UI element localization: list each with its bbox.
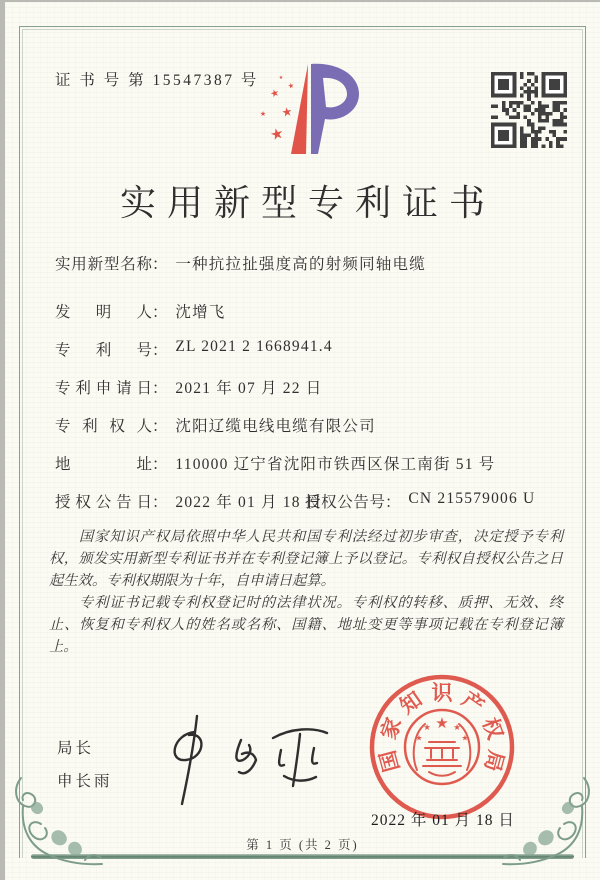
svg-text:★: ★ [461,733,469,743]
certificate-number: 证 书 号 第 15547387 号 [55,72,259,89]
field-label: 专利号 [55,342,152,359]
logo-star-icon: ★ [280,104,294,120]
field-row-filing-date [55,376,322,398]
svg-text:国: 国 [375,747,405,775]
field-value: 沈增飞 [175,304,226,321]
corner-flourish-icon [9,772,104,872]
logo-star-icon: ★ [278,75,284,81]
field-colon: ： [152,304,168,321]
field-colon: ： [152,256,168,273]
field-label: 地址 [55,456,152,473]
logo-star-icon: ★ [268,123,286,145]
field-label: 发明人 [55,304,152,321]
field-value: 一种抗拉扯强度高的射频同轴电缆 [175,256,426,273]
national-emblem-icon [405,710,479,784]
field-value: 110000 辽宁省沈阳市铁西区保工南街 51 号 [175,456,496,473]
svg-text:★: ★ [423,723,431,733]
certificate-title: 实用新型专利证书 [119,183,496,223]
bottom-band [31,854,574,859]
svg-text:权: 权 [477,714,508,743]
field-row-patent-no [55,338,333,360]
svg-text:局: 局 [479,747,509,775]
field-row-inventor [55,300,226,322]
logo-star-icon: ★ [287,81,295,91]
field-value: 2021 年 07 月 22 日 [175,380,323,397]
field-label: 授权公告日 [55,494,152,511]
svg-text:★: ★ [415,733,423,743]
qr-code-icon [491,72,567,148]
field-value: CN 215579006 U [408,490,536,507]
field-value: ZL 2021 2 1668941.4 [175,338,333,355]
logo-red-spike [291,64,308,154]
svg-text:家: 家 [376,714,407,743]
page-indicator: 第 1 页 (共 2 页) [246,838,359,852]
legal-paragraph-1: 国家知识产权局依照中华人民共和国专利法经过初步审查，决定授予专利权，颁发实用新型专利证书并在专利登记簿上予以登记。专利权自授权公告之日起生效。专利权期限为十年，自申请日起算。 [49,529,563,589]
officer-title: 局长 [57,740,95,757]
legal-paragraph-2: 专利证书记载专利权登记时的法律状况。专利权的转移、质押、无效、终止、恢复和专利权人的姓名或名称、国籍、地址变更等事项记载在专利登记簿上。 [49,595,563,655]
svg-text:★: ★ [453,723,461,733]
corner-flourish-icon [501,772,596,872]
cnipa-logo-icon [235,58,375,168]
field-colon: ： [152,380,168,397]
field-colon: ： [152,342,168,359]
svg-text:产: 产 [457,686,489,719]
field-row-grant-no [305,490,535,512]
legal-text [49,526,563,658]
field-label: 专利权人 [55,418,152,435]
svg-text:知: 知 [395,686,427,719]
field-value: 2022 年 01 月 18 日 [175,494,323,511]
field-row-patentee [55,414,376,436]
field-label: 专利申请日 [55,380,152,397]
logo-star-icon: ★ [259,110,267,118]
field-row-name [55,252,426,274]
officer-name: 申长雨 [57,773,113,790]
field-label: 授权公告号 [305,494,385,511]
field-label: 实用新型名称 [55,256,152,273]
logo-purple-p [311,64,359,154]
seal-date: 2022 年 01 月 18 日 [371,812,515,829]
svg-text:识: 识 [431,681,453,705]
logo-star-icon: ★ [269,87,281,101]
field-colon: ： [152,494,168,511]
field-colon: ： [152,418,168,435]
field-row-address [55,452,495,474]
signature-handwriting [153,710,348,812]
field-row-grant-date [55,490,322,512]
field-colon: ： [152,456,168,473]
svg-text:★: ★ [435,714,449,732]
field-colon: ： [385,494,401,511]
certificate-paper [5,2,600,880]
field-value: 沈阳辽缆电线电缆有限公司 [175,418,376,435]
